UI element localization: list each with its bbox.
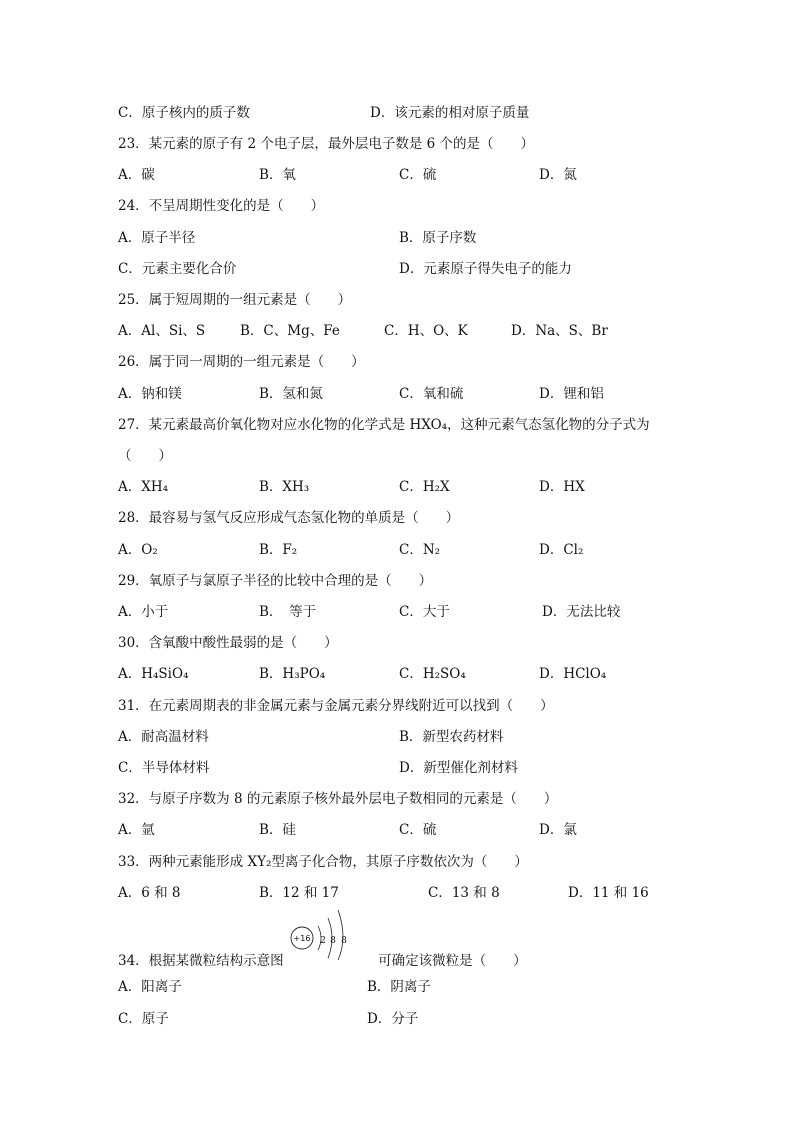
atom-structure-diagram [288, 904, 350, 960]
question-stem: 33．两种元素能形成 XY₂型离子化合物，其原子序数依次为（ ） [118, 854, 528, 870]
options-row [118, 477, 678, 497]
question-stem: 29．氧原子与氯原子半径的比较中合理的是（ ） [118, 573, 433, 589]
answer-option[interactable]: B．XH₃ [259, 479, 310, 495]
options-row [118, 540, 678, 560]
answer-option[interactable]: C．硫 [399, 167, 437, 183]
question-stem: 31．在元素周期表的非金属元素与金属元素分界线附近可以找到（ ） [118, 698, 554, 714]
answer-option[interactable]: A．小于 [118, 604, 169, 620]
answer-option[interactable]: B． 等于 [259, 604, 317, 620]
question-stem: 34．根据某微粒结构示意图 可确定该微粒是（ ） [118, 953, 527, 969]
answer-option[interactable]: C．氧和硫 [399, 386, 464, 402]
options-row [118, 228, 678, 248]
answer-option[interactable]: B．12 和 17 [259, 885, 339, 901]
options-row [118, 165, 678, 185]
options-row [118, 664, 678, 684]
shell-arc-3 [338, 910, 343, 960]
answer-option[interactable]: C．原子 [118, 1011, 169, 1027]
answer-option[interactable]: D．HClO₄ [539, 666, 607, 682]
nucleus-charge: +16 [293, 934, 311, 943]
answer-option[interactable]: C．原子核内的质子数 [118, 105, 250, 121]
answer-option[interactable]: A．6 和 8 [118, 885, 181, 901]
answer-option[interactable]: B．阴离子 [367, 979, 431, 995]
question-stem: 24．不呈周期性变化的是（ ） [118, 198, 325, 214]
answer-option[interactable]: B．新型农药材料 [399, 729, 504, 745]
answer-option[interactable]: B．原子序数 [399, 230, 477, 246]
options-row [118, 384, 678, 404]
answer-option[interactable]: A．钠和镁 [118, 386, 182, 402]
answer-option[interactable]: D．氯 [539, 822, 577, 838]
answer-option[interactable]: A．碳 [118, 167, 155, 183]
answer-option[interactable]: B．F₂ [259, 542, 298, 558]
options-row [118, 727, 678, 747]
question-stem: 23．某元素的原子有 2 个电子层，最外层电子数是 6 个的是（ ） [118, 136, 535, 152]
question-stem: 25．属于短周期的一组元素是（ ） [118, 292, 352, 308]
question-stem: （ ） [118, 448, 172, 464]
answer-option[interactable]: D．HX [539, 479, 585, 495]
answer-option[interactable]: A．Al、Si、S [118, 323, 206, 339]
answer-option[interactable]: C．半导体材料 [118, 760, 210, 776]
options-row [118, 321, 678, 341]
options-row [118, 758, 678, 778]
answer-option[interactable]: B．氧 [259, 167, 296, 183]
answer-option[interactable]: A．氩 [118, 822, 155, 838]
answer-option[interactable]: D．11 和 16 [568, 885, 649, 901]
question-stem: 32．与原子序数为 8 的元素原子核外最外层电子数相同的元素是（ ） [118, 791, 558, 807]
answer-option[interactable]: A．耐高温材料 [118, 729, 209, 745]
answer-option[interactable]: D．无法比较 [542, 604, 621, 620]
answer-option[interactable]: D．该元素的相对原子质量 [370, 105, 530, 121]
shell-1-electrons: 2 [320, 936, 326, 946]
answer-option[interactable]: C．元素主要化合价 [118, 261, 237, 277]
answer-option[interactable]: D．新型催化剂材料 [399, 760, 518, 776]
answer-option[interactable]: A．H₄SiO₄ [118, 666, 189, 682]
question-stem: 27．某元素最高价氧化物对应水化物的化学式是 HXO₄，这种元素气态氢化物的分子式为 [118, 417, 650, 433]
answer-option[interactable]: B．C、Mg、Fe [240, 323, 340, 339]
answer-option[interactable]: B．H₃PO₄ [259, 666, 326, 682]
answer-option[interactable]: A．XH₄ [118, 479, 169, 495]
options-row [118, 1009, 678, 1029]
options-row [118, 883, 678, 903]
shell-2-electrons: 8 [330, 936, 336, 946]
options-row [118, 259, 678, 279]
options-row [118, 602, 678, 622]
answer-option[interactable]: C．H、O、K [384, 323, 468, 339]
options-row [118, 103, 678, 123]
options-row [118, 977, 678, 997]
answer-option[interactable]: A．O₂ [118, 542, 158, 558]
answer-option[interactable]: B．氢和氮 [259, 386, 323, 402]
answer-option[interactable]: D．氮 [539, 167, 577, 183]
answer-option[interactable]: C．硫 [399, 822, 437, 838]
answer-option[interactable]: A．阳离子 [118, 979, 182, 995]
options-row [118, 820, 678, 840]
answer-option[interactable]: B．硅 [259, 822, 296, 838]
answer-option[interactable]: A．原子半径 [118, 230, 196, 246]
question-stem: 26．属于同一周期的一组元素是（ ） [118, 354, 365, 370]
question-stem: 28．最容易与氢气反应形成气态氢化物的单质是（ ） [118, 510, 460, 526]
answer-option[interactable]: C．H₂X [399, 479, 450, 495]
answer-option[interactable]: C．N₂ [399, 542, 441, 558]
answer-option[interactable]: D．分子 [367, 1011, 419, 1027]
answer-option[interactable]: D．Cl₂ [539, 542, 584, 558]
question-stem: 30．含氧酸中酸性最弱的是（ ） [118, 635, 338, 651]
answer-option[interactable]: C．13 和 8 [428, 885, 500, 901]
answer-option[interactable]: C．H₂SO₄ [399, 666, 466, 682]
shell-3-electrons: 8 [341, 936, 347, 946]
answer-option[interactable]: D．锂和铝 [539, 386, 604, 402]
answer-option[interactable]: D．Na、S、Br [511, 323, 608, 339]
answer-option[interactable]: D．元素原子得失电子的能力 [399, 261, 572, 277]
answer-option[interactable]: C．大于 [399, 604, 450, 620]
